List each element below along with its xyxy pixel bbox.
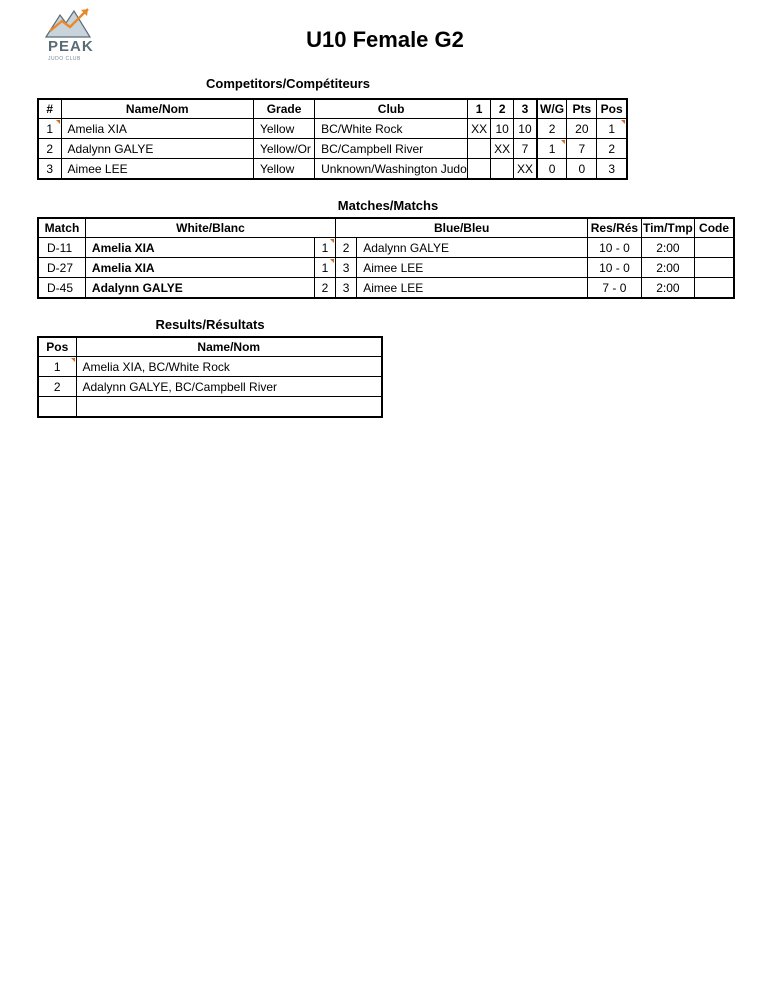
competitor-name: Amelia XIA — [61, 119, 253, 139]
match-code — [695, 238, 734, 258]
score-m3: 10 — [514, 119, 537, 139]
match-time: 2:00 — [641, 238, 694, 258]
blue-player: Adalynn GALYE — [357, 238, 588, 258]
blue-player: Aimee LEE — [357, 278, 588, 299]
score-m2: 10 — [491, 119, 514, 139]
position: 1 — [597, 119, 627, 139]
white-num: 1 — [314, 238, 335, 258]
competitor-num: 2 — [38, 139, 61, 159]
white-player: Amelia XIA — [85, 258, 314, 278]
points: 7 — [567, 139, 597, 159]
col-m3: 3 — [514, 99, 537, 119]
match-result: 10 - 0 — [588, 258, 641, 278]
table-row — [38, 377, 382, 397]
result-name: Amelia XIA, BC/White Rock — [76, 357, 382, 377]
white-num: 1 — [314, 258, 335, 278]
result-pos: 1 — [38, 357, 76, 377]
match-id: D-11 — [38, 238, 85, 258]
competitor-num: 1 — [38, 119, 61, 139]
blue-num: 2 — [336, 238, 357, 258]
score-m3: XX — [514, 159, 537, 180]
col-club: Club — [315, 99, 468, 119]
match-code — [695, 278, 734, 299]
score-m2: XX — [491, 139, 514, 159]
logo-subtext: JUDO CLUB — [48, 56, 81, 62]
match-result: 10 - 0 — [588, 238, 641, 258]
score-m1: XX — [468, 119, 491, 139]
competitor-num: 3 — [38, 159, 61, 180]
results-heading: Results/Résultats — [155, 317, 265, 332]
match-time: 2:00 — [641, 278, 694, 299]
col-result: Res/Rés — [588, 218, 641, 238]
col-name: Name/Nom — [76, 337, 382, 357]
table-row — [38, 139, 627, 159]
points: 0 — [567, 159, 597, 180]
match-id: D-27 — [38, 258, 85, 278]
col-time: Tim/Tmp — [641, 218, 694, 238]
matches-heading: Matches/Matchs — [337, 198, 439, 213]
results-header-row — [38, 337, 382, 357]
competitor-grade: Yellow — [253, 159, 314, 180]
competitors-table — [37, 98, 628, 180]
match-time: 2:00 — [641, 258, 694, 278]
wins: 2 — [537, 119, 567, 139]
col-blue: Blue/Bleu — [336, 218, 588, 238]
score-m1 — [468, 139, 491, 159]
col-pts: Pts — [567, 99, 597, 119]
col-pos: Pos — [597, 99, 627, 119]
wins: 0 — [537, 159, 567, 180]
result-pos — [38, 397, 76, 418]
competitor-grade: Yellow/Or — [253, 139, 314, 159]
table-row — [38, 397, 382, 418]
matches-table — [37, 217, 735, 299]
table-row — [38, 258, 734, 278]
result-pos: 2 — [38, 377, 76, 397]
col-grade: Grade — [253, 99, 314, 119]
col-m2: 2 — [491, 99, 514, 119]
wins: 1 — [537, 139, 567, 159]
table-row — [38, 159, 627, 180]
competitors-heading: Competitors/Compétiteurs — [206, 76, 370, 91]
col-num: # — [38, 99, 61, 119]
score-m3: 7 — [514, 139, 537, 159]
blue-num: 3 — [336, 278, 357, 299]
match-result: 7 - 0 — [588, 278, 641, 299]
results-table — [37, 336, 383, 418]
competitor-name: Aimee LEE — [61, 159, 253, 180]
page-title: U10 Female G2 — [306, 27, 464, 52]
col-wg: W/G — [537, 99, 567, 119]
competitor-name: Adalynn GALYE — [61, 139, 253, 159]
logo-text: PEAK — [48, 38, 94, 55]
result-name — [76, 397, 382, 418]
table-row — [38, 357, 382, 377]
position: 3 — [597, 159, 627, 180]
competitor-grade: Yellow — [253, 119, 314, 139]
col-m1: 1 — [468, 99, 491, 119]
competitor-club: BC/Campbell River — [315, 139, 468, 159]
matches-header-row — [38, 218, 734, 238]
result-name: Adalynn GALYE, BC/Campbell River — [76, 377, 382, 397]
table-row — [38, 119, 627, 139]
col-code: Code — [695, 218, 734, 238]
competitor-club: Unknown/Washington Judo — [315, 159, 468, 180]
white-player: Adalynn GALYE — [85, 278, 314, 299]
competitors-header-row — [38, 99, 627, 119]
col-white: White/Blanc — [85, 218, 335, 238]
blue-num: 3 — [336, 258, 357, 278]
col-pos: Pos — [38, 337, 76, 357]
match-code — [695, 258, 734, 278]
competitor-club: BC/White Rock — [315, 119, 468, 139]
table-row — [38, 238, 734, 258]
score-m2 — [491, 159, 514, 180]
white-num: 2 — [314, 278, 335, 299]
points: 20 — [567, 119, 597, 139]
col-name: Name/Nom — [61, 99, 253, 119]
white-player: Amelia XIA — [85, 238, 314, 258]
position: 2 — [597, 139, 627, 159]
score-m1 — [468, 159, 491, 180]
col-match: Match — [38, 218, 85, 238]
table-row — [38, 278, 734, 299]
match-id: D-45 — [38, 278, 85, 299]
blue-player: Aimee LEE — [357, 258, 588, 278]
